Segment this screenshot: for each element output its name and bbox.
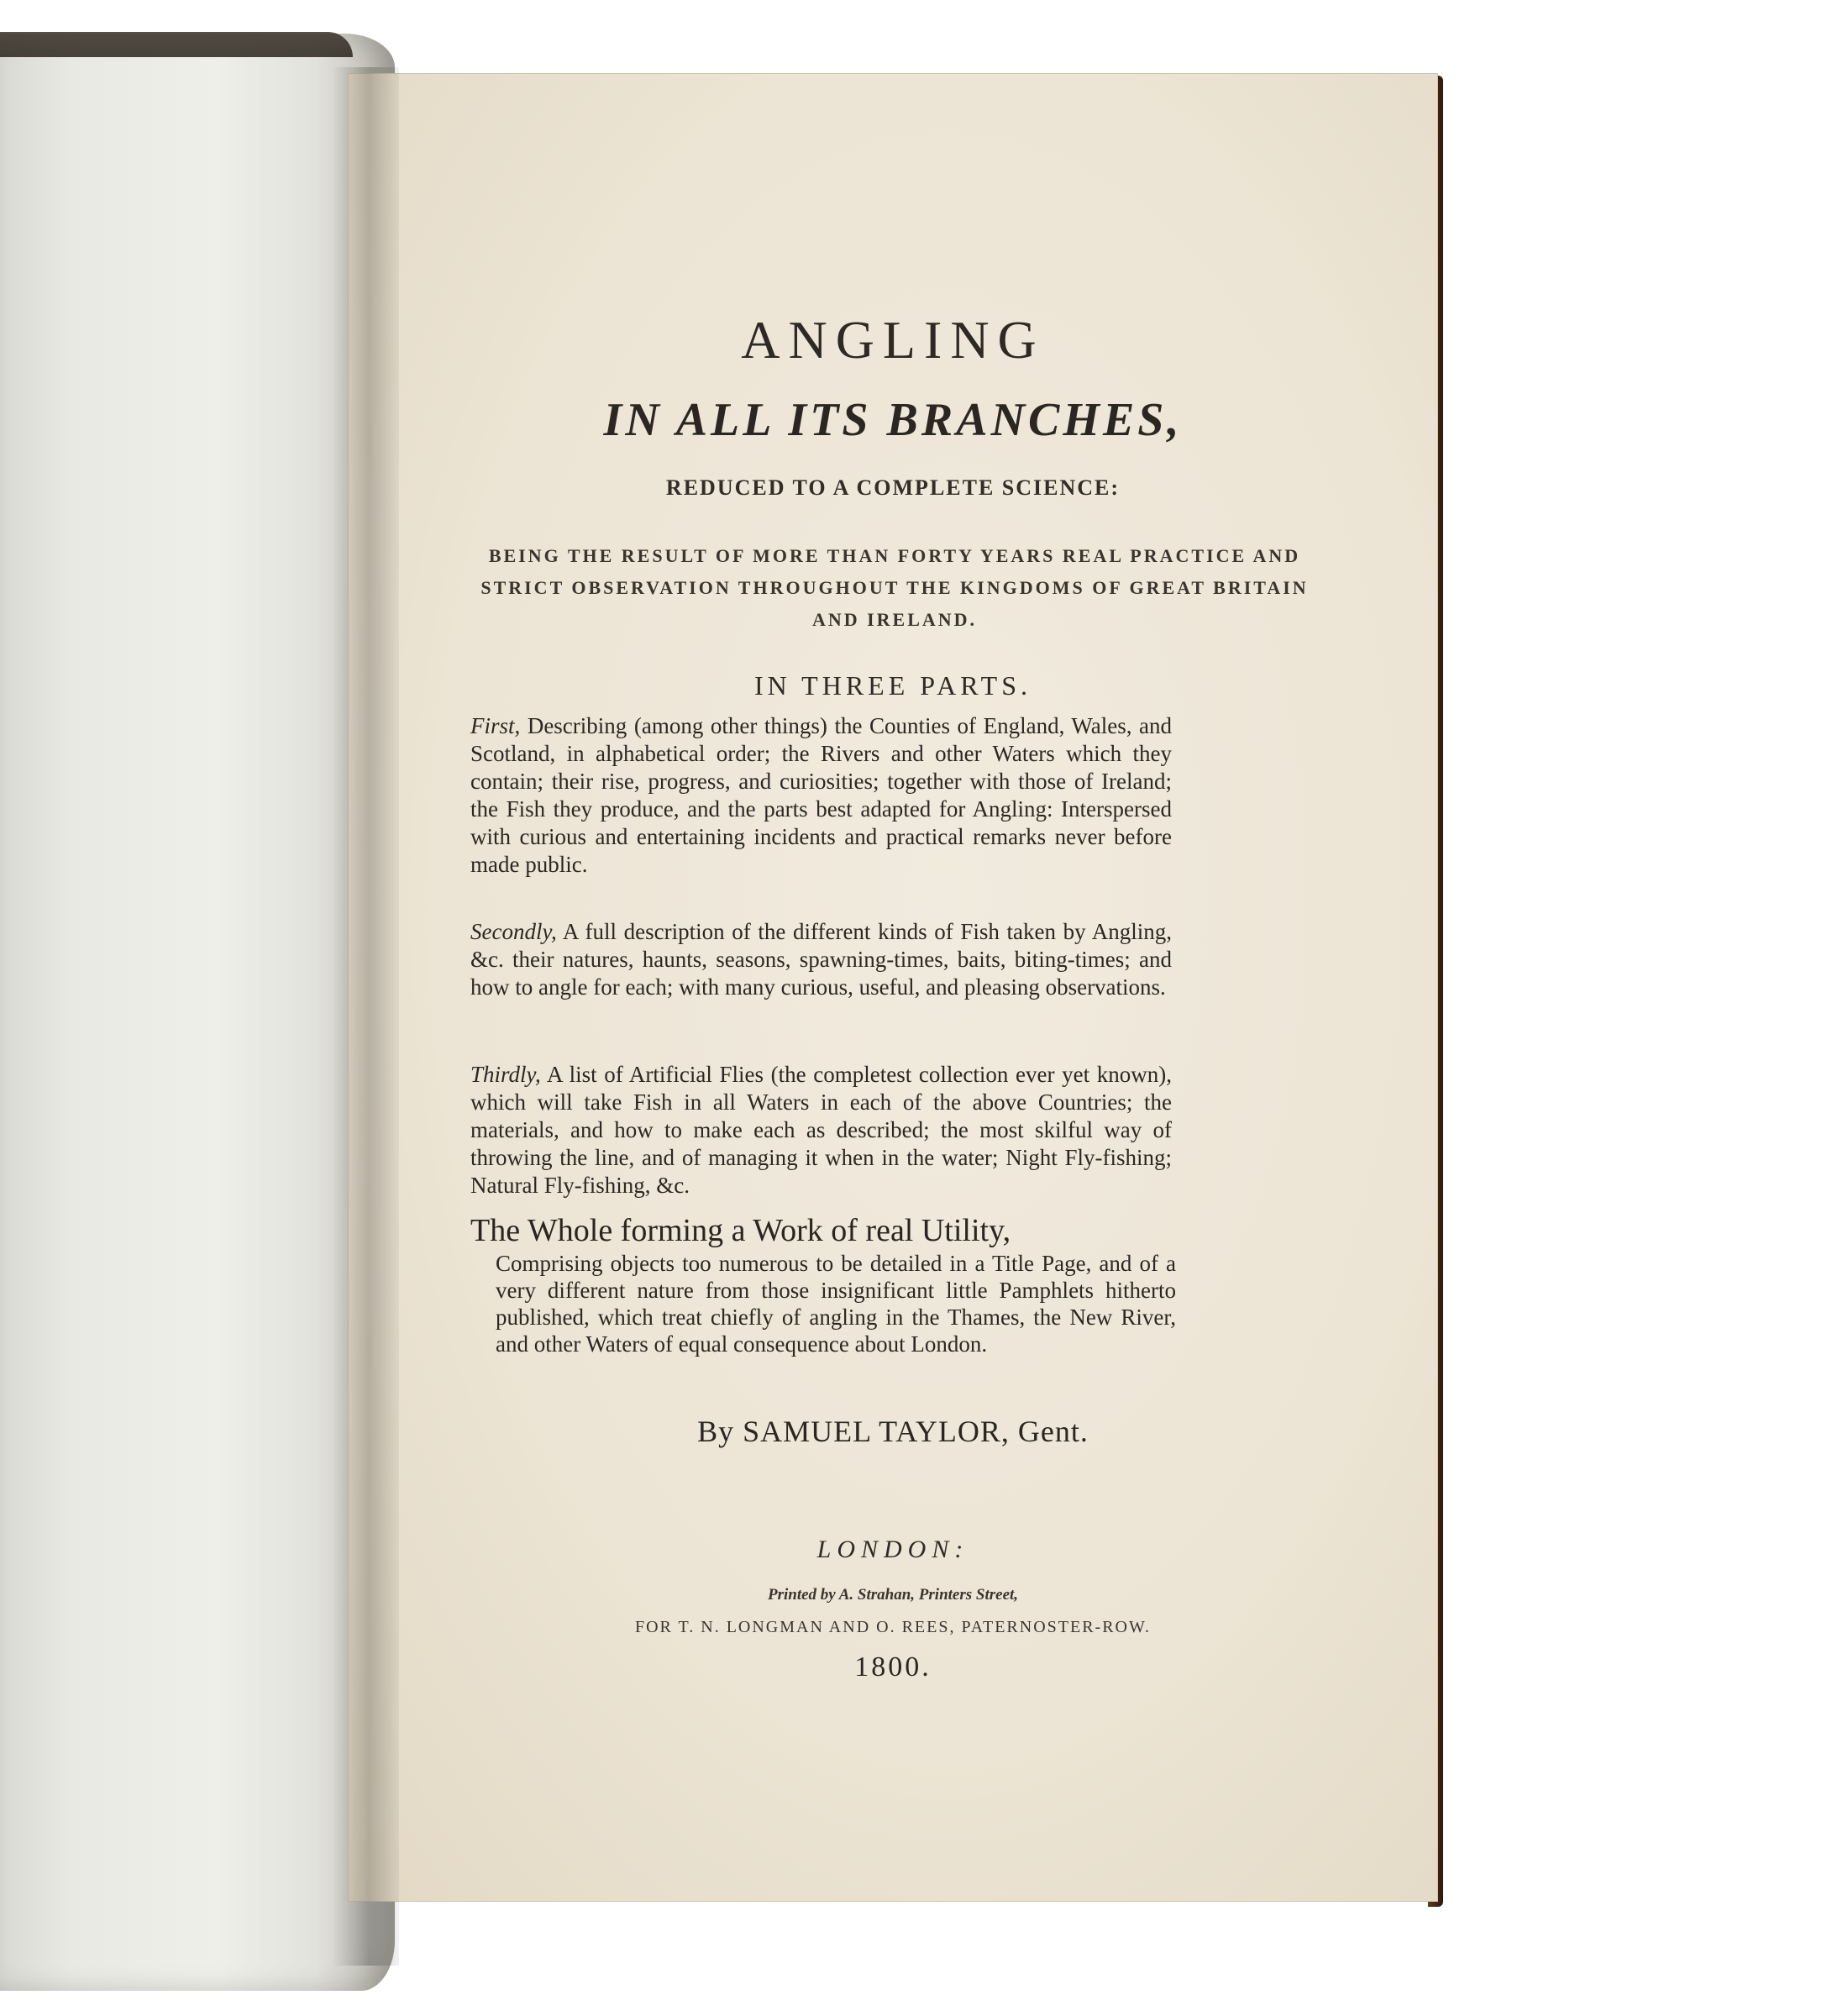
- subtitle: IN ALL ITS BRANCHES,: [603, 394, 1183, 446]
- imprint-year: 1800.: [854, 1651, 932, 1683]
- part-second: [470, 918, 1172, 1001]
- parts-heading: IN THREE PARTS.: [753, 670, 1032, 701]
- part-third: [470, 1061, 1172, 1200]
- part-first: [470, 712, 1172, 879]
- part-text: A list of Artificial Flies (the completest collection ever yet known), which will take Fish in all Waters in each of the above Countries; the materials, and how to make each as described; the most skilful way of throwing the line, and of managing it when in the water; Night Fly-fishing; Natural Fly-fishing, &c.: [470, 1062, 1172, 1198]
- left-cover-edge: [0, 32, 353, 57]
- title-page: [349, 74, 1437, 1901]
- part-lead: Thirdly,: [470, 1062, 541, 1087]
- part-text: Describing (among other things) the Counties of England, Wales, and Scotland, in alphabetical order; the Rivers and other Waters which they contain; their rise, progress, and curiosities; together with those of Ireland; the Fish they produce, and the parts best adapted for Angling: Interspersed with curious and entertaining incidents and practical remarks never before made public.: [470, 713, 1172, 877]
- gutter-shadow: [332, 67, 399, 1966]
- result-text: BEING THE RESULT OF MORE THAN FORTY YEARS REAL PRACTICE AND STRICT OBSERVATION THROUGHOUT THE KINGDOMS OF GREAT BRITAIN AND IRELAND.: [480, 545, 1309, 630]
- reduced-line: REDUCED TO A COMPLETE SCIENCE:: [665, 475, 1121, 500]
- part-lead: First,: [470, 713, 521, 738]
- part-lead: Secondly,: [470, 919, 557, 944]
- imprint-printer: Printed by A. Strahan, Printers Street,: [767, 1586, 1019, 1604]
- part-text: A full description of the different kinds of Fish taken by Angling, &c. their natures, haunts, seasons, spawning-times, baits, biting-times; and how to angle for each; with many curious, useful, and pleasing observations.: [470, 919, 1172, 1000]
- whole-text: Comprising objects too numerous to be detailed in a Title Page, and of a very different nature from those insignificant little Pamphlets hitherto published, which treat chiefly of angling in the Thames, the New River, and other Waters of equal consequence about London.: [496, 1251, 1176, 1357]
- whole-heading: The Whole forming a Work of real Utility,: [470, 1213, 1011, 1248]
- author-line: By SAMUEL TAYLOR, Gent.: [697, 1415, 1089, 1448]
- imprint-city: LONDON:: [816, 1536, 969, 1563]
- main-title: ANGLING: [741, 310, 1045, 370]
- imprint-publisher: FOR T. N. LONGMAN AND O. REES, PATERNOSTER-ROW.: [634, 1618, 1152, 1636]
